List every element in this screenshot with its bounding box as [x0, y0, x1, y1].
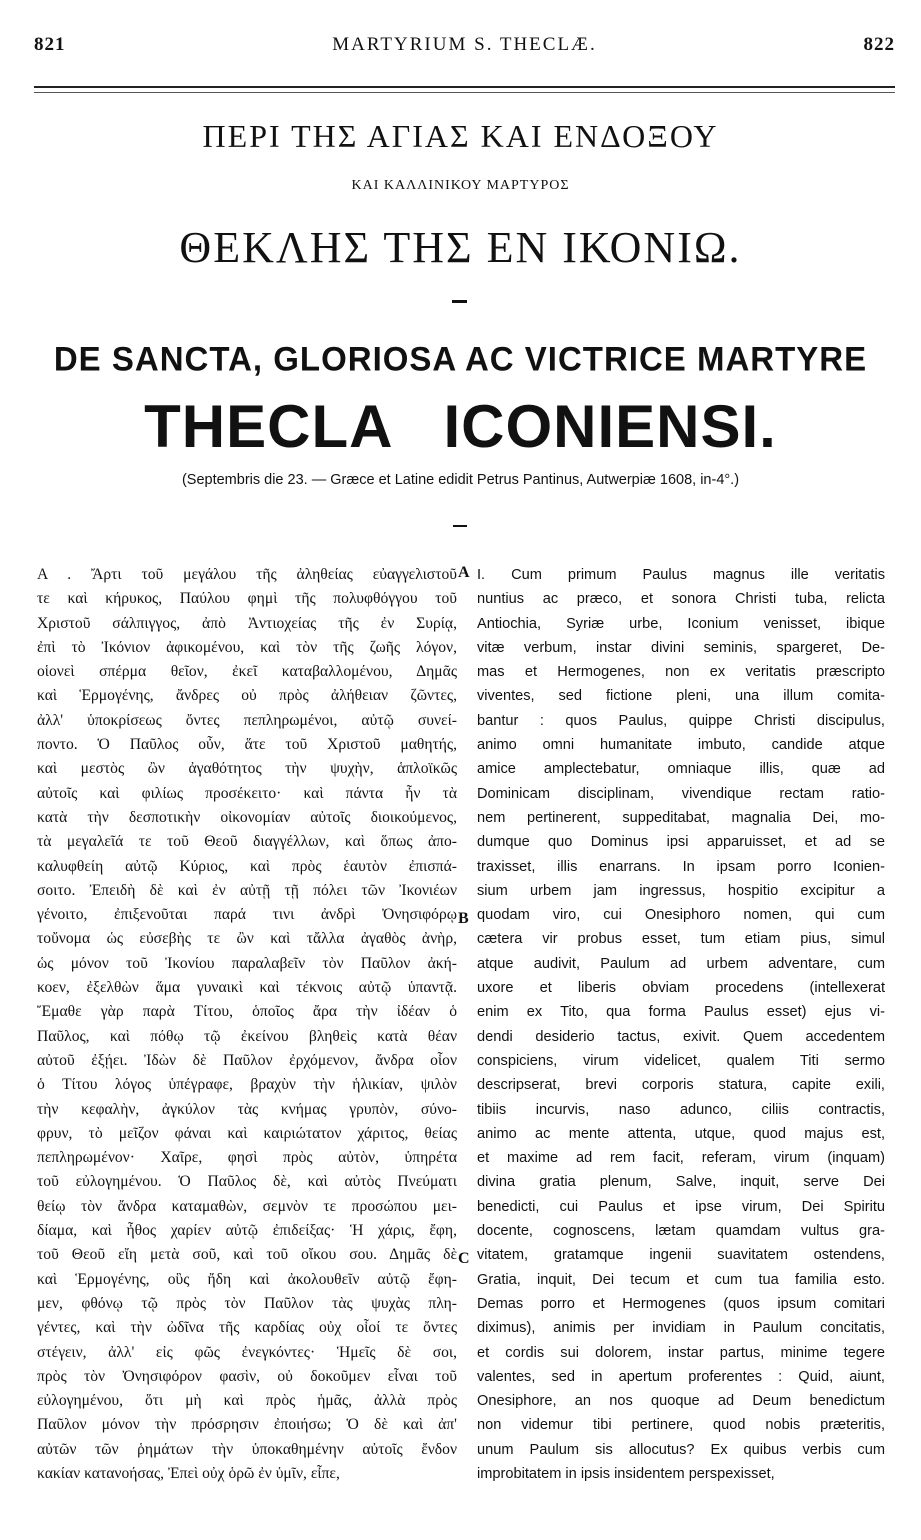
greek-text-line: κοεν, ἐξελθὼν ἅμα γυναικὶ καὶ τέκνοις αὐτῷ ὑπαντᾷ. [37, 979, 457, 997]
greek-text-line: μεν, φθόνῳ τῷ πρὸς τὸν Παῦλον τὰς ψυχὰς πλη- [37, 1294, 457, 1312]
latin-title-word-thecla: THECLA [144, 393, 394, 460]
latin-text-line: et maxime ad rem facit, referam, virum (inquam) [477, 1150, 885, 1167]
greek-text-line: Χριστοῦ σάλπιγγος, ἀπὸ Ἀντιοχείας τῆς ἐν Συρίᾳ, [37, 614, 457, 632]
greek-text-line: ποντο. Ὁ Παῦλος οὖν, ἅτε τοῦ Χριστοῦ μαθητής, [37, 736, 457, 754]
greek-text-line: γένοιτο, ἐπιξενοῦται παρά τινι ἀνδρὶ Ὀνησιφόρῳ [37, 906, 457, 924]
latin-text-line: enim ex Tito, qua forma Paulus esset) ejus vi- [477, 1004, 885, 1021]
greek-text-line: Παῦλον μόνον τὴν πρόσρησιν ἐποιήσω; Ὁ δὲ καὶ ἀπ' [37, 1416, 457, 1434]
greek-text-line: πεπληρωμένον· Χαῖρε, φησὶ πρὸς αὐτὸν, ὑπηρέτα [37, 1149, 457, 1167]
latin-text-line: nuntius ac præco, et sonora Christi tuba, relicta [477, 591, 885, 608]
greek-text-line: πρὸς τὸν Ὀνησιφόρον φασὶν, οὐ δοκοῦμεν εἶναι τοῦ [37, 1367, 457, 1385]
latin-text-line: quodam viro, cui Onesiphoro nomen, qui cum [477, 907, 885, 924]
greek-title-line-1: ΠΕΡΙ ΤΗΣ ΑΓΙΑΣ ΚΑΙ ΕΝΔΟΞΟΥ [202, 118, 719, 154]
greek-text-line: ἀλλ' ὑποκρίσεως ὄντες πεπληρωμένοι, αὐτῷ συνεί- [37, 711, 457, 729]
running-title: MARTYRIUM S. THECLÆ. [332, 34, 597, 55]
greek-text-line: κατὰ τὴν δεσποτικὴν οἰκονομίαν αὐτοῖς διοικούμενος, [37, 808, 457, 826]
latin-text-line: et cordis sui dolorem, instar partus, minime tegere [477, 1344, 885, 1361]
greek-text-line: ὁ Τίτου λόγος ὑπέγραφε, βραχὺν τὴν ἡλικίαν, ψιλὸν [37, 1076, 457, 1094]
margin-marker-a: A [458, 564, 470, 581]
greek-text-line: θείῳ τὸν ἄνδρα καταμαθὼν, σεμνὸν τε προσώπου μει- [37, 1197, 457, 1215]
greek-text-line: καὶ Ἑρμογένης, οὓς ἤδη καὶ ἀκολουθεῖν αὐτῷ ἔφη- [37, 1270, 457, 1288]
latin-text-line: dendi desiderio tactus, exivit. Quem accedentem [477, 1028, 885, 1045]
margin-marker-c: C [458, 1250, 470, 1267]
latin-text-line: descripserat, brevi corporis statura, capite exili, [477, 1077, 885, 1094]
header-rule-thin [34, 92, 895, 93]
latin-text-line: conspiciens, virum videlicet, qualem Titi sermo [477, 1052, 885, 1069]
latin-text-line: valentes, sed in apertum proferentes : Quid, aiunt, [477, 1368, 885, 1385]
greek-text-line: καὶ Ἑρμογένης, ἄνδρες οὐ πρὸς ἀλήθειαν ζῶντες, [37, 687, 457, 705]
greek-text-line: αὐτοῦ ἐξῄει. Ἰδὼν δὲ Παῦλον ἐρχόμενον, ἄνδρα οἷον [37, 1051, 457, 1069]
latin-text-line: Gratia, inquit, Dei tecum et cum tua familia esto. [477, 1271, 885, 1288]
greek-text-line: γέντες, καὶ τὴν ὠδῖνα τῆς καρδίας οὐχ οἷοί τε ὄντες [37, 1319, 457, 1337]
latin-text-line: Demas porro et Hermogenes (quos ipsum comitari [477, 1295, 885, 1312]
latin-text-line: Antiochia, Syriæ urbe, Iconium venisset, ibique [477, 615, 885, 632]
latin-text-line: Onesiphore, an nos quoque ad Deum benedictum [477, 1393, 885, 1410]
greek-text-line: τὰ μεγαλεῖά τε τοῦ Θεοῦ διαγγέλλων, καὶ ὅπως ἀπο- [37, 833, 457, 851]
title-separator-dash [452, 300, 467, 303]
greek-text-line: τοὔνομα ὡς εὐσεβὴς τε ὢν καὶ τἄλλα ἀγαθὸς ἀνὴρ, [37, 930, 457, 948]
latin-text-line: vitatem, gratamque ingenii suavitatem ostendens, [477, 1247, 885, 1264]
greek-text-line: κακίαν κατανοήσας, Ἐπεὶ οὐχ ὁρῶ ἐν ὑμῖν, εἶπε, [37, 1464, 340, 1482]
latin-text-line: vitæ verbum, instar divini seminis, spargeret, De- [477, 639, 885, 656]
latin-text-line: improbitatem in ipsis insidentem perspexisset, [477, 1465, 775, 1482]
latin-text-line: sium urbem jam ingressus, hospitio excipitur a [477, 882, 885, 899]
greek-text-line: τοῦ εὐλογημένου. Ὁ Παῦλος δὲ, καὶ αὐτὸς Πνεύματι [37, 1173, 457, 1191]
latin-title-line-2 [30, 392, 891, 461]
greek-text-line: δίαμα, καὶ ἦθος χαρίεν αὐτῷ ἐπιδείξας· Ἡ χάρις, ἔφη, [37, 1222, 457, 1240]
greek-text-line: εὐλογημένου, ὅτι μὴ καὶ πρὸς ἡμᾶς, ἀλλὰ πρὸς [37, 1392, 457, 1410]
latin-text-line: dumque quo Dominus ipsi apparuisset, et ad se [477, 834, 885, 851]
latin-text-line: nem pertinerent, suppeditabat, magnalia Dei, mo- [477, 809, 885, 826]
latin-text-line: animo ac mente attenta, utque, quod majus est, [477, 1125, 885, 1142]
greek-text-line: ὡς μόνον τοῦ Ἰκονίου παραλαβεῖν τὸν Παῦλον ἀκή- [37, 954, 457, 972]
edition-note: (Septembris die 23. — Græce et Latine edidit Petrus Pantinus, Autwerpiæ 1608, in-4°.) [181, 472, 740, 488]
latin-text-line: animo omni humanitate imbuto, candide atque [477, 737, 885, 754]
greek-text-line: Ἔμαθε γὰρ παρὰ Τίτου, ὁποῖος ἄρα τὴν ἰδέαν ὁ [37, 1003, 457, 1021]
greek-text-line: Παῦλος, καὶ πόθῳ τῷ ἐκείνου βληθεὶς κατὰ θέαν [37, 1027, 457, 1045]
latin-text-line: benedicti, cui Paulus et ipse virum, Dei Spiritu [477, 1198, 885, 1215]
greek-text-line: τοῦ Θεοῦ εἴη μετὰ σοῦ, καὶ τοῦ οἴκου σου. Δημᾶς δὲ [37, 1246, 457, 1264]
greek-text-line: στέγειν, ἀλλ' εἰς φῶς ἐνεγκόντες· Ἡμεῖς δὲ σοι, [37, 1343, 457, 1361]
latin-title-word-iconiensi: ICONIENSI. [443, 393, 777, 460]
greek-text-line: αὐτῶν τῶν ῥημάτων τὴν ὑποκαθημένην αὐτοῖς ἔνδον [37, 1440, 457, 1458]
greek-text-line: καὶ μεστὸς ὢν ἀγαθότητος τὴν ψυχὴν, ἁπλοϊκῶς [37, 760, 457, 778]
latin-text-line: uxore et liberis obviam procedens (intellexerat [477, 980, 885, 997]
greek-text-line: τὴν κεφαλὴν, ἀγκύλον τὰς κνήμας γρυπὸν, σύνο- [37, 1100, 457, 1118]
latin-title-line-1: DE SANCTA, GLORIOSA AC VICTRICE MARTYRE [53, 339, 868, 378]
latin-text-line: diximus), animis per invidiam in Paulum concitatis, [477, 1320, 885, 1337]
latin-text-line: cætera vir probus esset, tum etiam pius, simul [477, 931, 885, 948]
latin-text-line: bantur : quos Paulus, quippe Christi discipulus, [477, 712, 885, 729]
greek-text-line: A . Ἄρτι τοῦ μεγάλου τῆς ἀληθείας εὐαγγελιστοῦ [37, 566, 457, 583]
header-rule [34, 86, 895, 88]
greek-text-line: οἱονεὶ σπέρμα θεῖον, ἐκεῖ καταβαλλομένου, Δημᾶς [37, 663, 457, 681]
latin-text-line: Dominicam disciplinam, vivendique rectam ratio- [477, 785, 885, 802]
latin-text-line: viventes, sed fictione pleni, una illum comita- [477, 688, 885, 705]
latin-text-line: unum Paulum sis allocutus? Ex quibus verbis cum [477, 1441, 885, 1458]
greek-title-line-2: ΚΑΙ ΚΑΛΛΙΝΙΚΟΥ ΜΑΡΤΥΡΟΣ [351, 178, 570, 193]
page-number-right: 822 [863, 34, 895, 55]
greek-text-line: αὐτοῖς καὶ φιλίως προσέκειτο· καὶ πάντα ἦν τὰ [37, 784, 457, 802]
margin-marker-b: B [458, 910, 469, 927]
latin-text-line: divina gratia plenum, Salve, inquit, serve Dei [477, 1174, 885, 1191]
latin-text-line: non videmur tibi pertinere, quod nobis præteritis, [477, 1417, 885, 1434]
latin-text-line: amice amplectebatur, omniaque illis, quæ ad [477, 761, 885, 778]
latin-text-line: mas et Hermogenes, non ex veritatis præscripto [477, 664, 885, 681]
latin-text-line: I. Cum primum Paulus magnus ille veritatis [477, 567, 885, 583]
greek-text-column [37, 563, 457, 1486]
greek-text-line: ἐπὶ τὸ Ἰκόνιον ἀφικομένου, καὶ τὸν τῆς ζωῆς λόγον, [37, 638, 457, 656]
latin-text-column [477, 563, 885, 1486]
greek-text-line: τε καὶ κήρυκος, Παύλου φημὶ τῆς πολυφθόγγου τοῦ [37, 590, 457, 608]
running-header [34, 34, 895, 58]
greek-text-line: σοιτο. Ἐπειδὴ δὲ καὶ ἐν αὐτῇ τῇ πόλει τῶν Ἰκονιέων [37, 881, 457, 899]
latin-text-line: traxisset, illis enarrans. In ipsam porro Iconien- [477, 858, 885, 875]
edition-separator-dash [453, 525, 467, 527]
latin-text-line: docente, cognoscens, lætam quamdam vultus gra- [477, 1223, 885, 1240]
latin-text-line: atque audivit, Paulum ad urbem adventare, cum [477, 955, 885, 972]
greek-title-line-3: ΘΕΚΛΗΣ ΤΗΣ ΕΝ ΙΚΟΝΙΩ. [179, 223, 742, 272]
greek-text-line: καλυφθείη αὐτῷ Κύριος, καὶ πρὸς ἑαυτὸν ἐπισπά- [37, 857, 457, 875]
latin-text-line: tibiis incurvis, naso adunco, ciliis contractis, [477, 1101, 885, 1118]
greek-text-line: φρυν, τὸ μεῖζον φάναι καὶ καιριώτατον χάριτος, θείας [37, 1124, 457, 1142]
page-number-left: 821 [34, 34, 66, 55]
